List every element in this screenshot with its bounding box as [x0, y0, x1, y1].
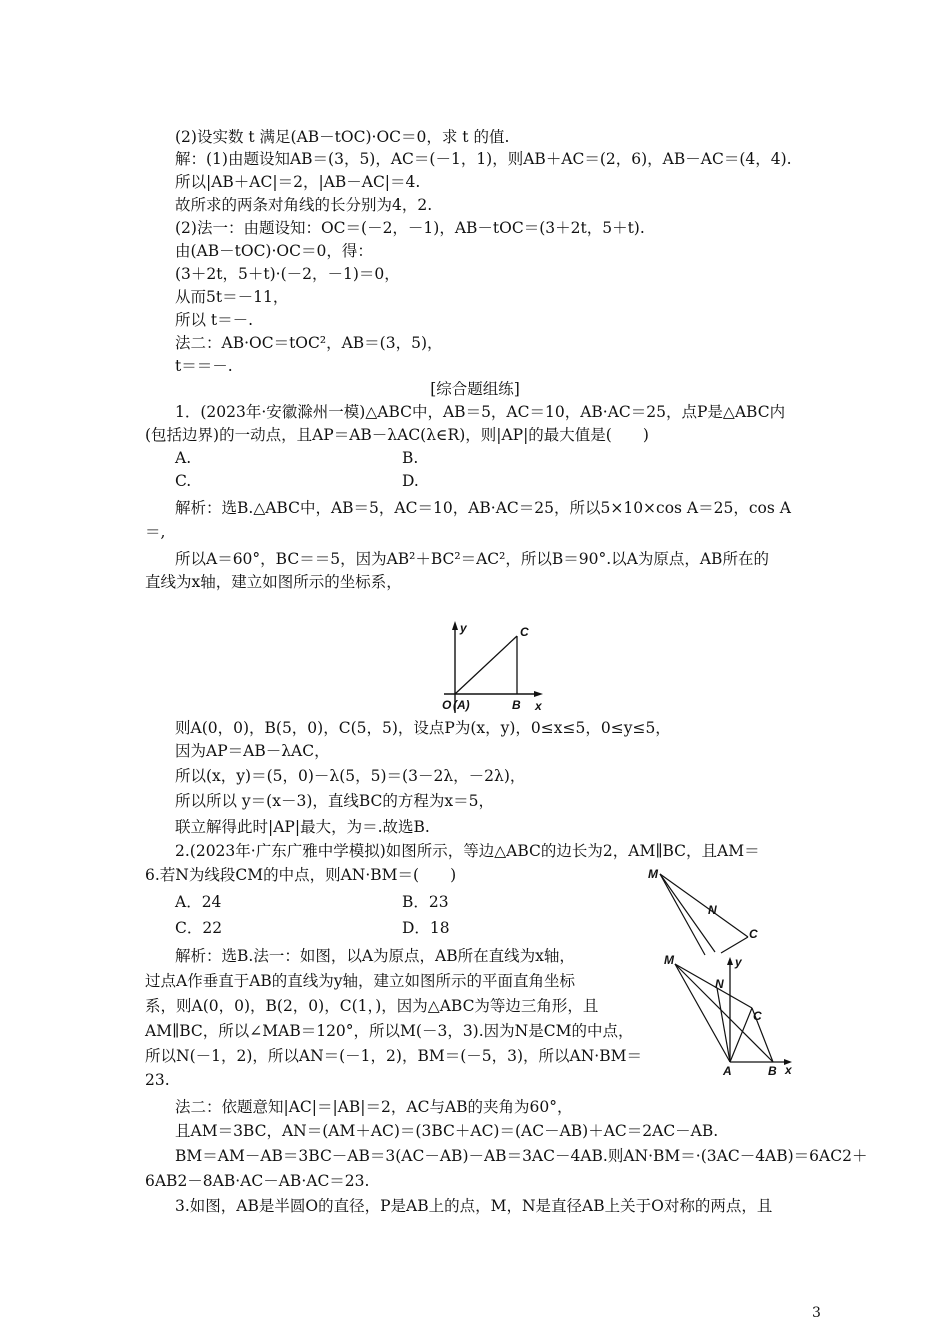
solution-line: 解析：选B.法一：如图，以A为原点，AB所在直线为x轴，: [175, 947, 575, 965]
text-line: 解：(1)由题设知AB＝(3，5)，AC＝(－1，1)，则AB＋AC＝(2，6)，AB－AC＝(4，4).: [175, 150, 792, 168]
segment-ac: [730, 1008, 752, 1062]
solution-line: BM＝AM－AB＝3BC－AB＝3(AC－AB)－AB＝3AC－4AB.则AN·BM＝·(3AC－4AB)＝6AC2＋: [175, 1147, 868, 1165]
solution-line: AM∥BC，所以∠MAB＝120°，所以M(－3，3).因为N是CM的中点，: [145, 1022, 634, 1040]
option-a: A.: [175, 449, 192, 467]
text-line: 由(AB－tOC)·OC＝0，得：: [175, 242, 373, 260]
label-a: (A): [453, 698, 470, 712]
label-m: M: [664, 953, 674, 967]
segment: [660, 874, 748, 937]
question-2-line: 2.(2023年·广东广雅中学模拟)如图所示，等边△ABC的边长为2，AM∥BC，且AM＝: [175, 842, 760, 860]
text-line: 所以|AB＋AC|＝2，|AB－AC|＝4.: [175, 173, 421, 191]
text-line: (2)法一：由题设知：OC＝(－2，－1)，AB－tOC＝(3＋2t，5＋t).: [175, 219, 645, 237]
label-x: x: [785, 1063, 792, 1077]
option-b: B．23: [402, 893, 449, 911]
section-title: [综合题组练]: [430, 380, 520, 398]
text-line: 从而5t＝－11，: [175, 288, 289, 306]
question-3-line: 3.如图，AB是半圆O的直径，P是AB上的点，M，N是直径AB上关于O对称的两点，且: [175, 1197, 773, 1215]
solution-line: 因为AP＝AB－λAC，: [175, 742, 330, 760]
text-line: 法二：AB·OC＝tOC²，AB＝(3，5)，: [175, 334, 443, 352]
figure-1-coordinate: [438, 618, 548, 718]
segment-mc: [675, 964, 752, 1008]
solution-line: 23.: [145, 1071, 170, 1089]
solution-line: 解析：选B.△ABC中，AB＝5，AC＝10，AB·AC＝25，所以5×10×cos A＝25，cos A: [175, 499, 791, 517]
text-line: 所以 t＝－.: [175, 311, 254, 329]
label-n: N: [715, 977, 724, 991]
label-b: B: [512, 698, 521, 712]
label-y: y: [460, 621, 467, 635]
label-b: B: [768, 1064, 777, 1078]
segment: [660, 874, 705, 955]
label-y: y: [735, 955, 742, 969]
option-c: C．22: [175, 919, 223, 937]
segment: [660, 874, 715, 952]
option-d: D.: [402, 472, 419, 490]
label-c: C: [753, 1009, 762, 1023]
option-a: A．24: [175, 893, 222, 911]
question-2-line: 6.若N为线段CM的中点，则AN·BM＝( ): [145, 866, 457, 884]
label-c: C: [749, 927, 758, 941]
label-n: N: [708, 903, 717, 917]
label-c: C: [520, 625, 529, 639]
solution-line: 联立解得此时|AP|最大，为＝.故选B.: [175, 818, 430, 836]
solution-line: 直线为x轴，建立如图所示的坐标系，: [145, 573, 402, 591]
solution-line: 系，则A(0，0)，B(2，0)，C(1，)，因为△ABC为等边三角形，且: [145, 997, 599, 1015]
solution-line: 所以(x，y)＝(5，0)－λ(5，5)＝(3－2λ，－2λ)，: [175, 767, 526, 785]
segment-ac: [455, 636, 517, 694]
x-axis-arrow: [534, 691, 543, 697]
figure-3-coordinate: [655, 950, 800, 1078]
option-b: B.: [402, 449, 419, 467]
option-d: D．18: [402, 919, 450, 937]
solution-line: 所以N(－1，2)，所以AN＝(－1，2)，BM＝(－5，3)，所以AN·BM＝: [145, 1047, 642, 1065]
solution-line: 所以所以 y＝(x－3)，直线BC的方程为x＝5，: [175, 792, 495, 810]
question-1-line: 1．(2023年·安徽滁州一模)△ABC中，AB＝5，AC＝10，AB·AC＝25，点P是△ABC内: [175, 403, 786, 421]
label-a: A: [723, 1064, 732, 1078]
solution-line: 法二：依题意知|AC|＝|AB|＝2，AC与AB的夹角为60°，: [175, 1098, 573, 1116]
figure-2-triangle: [645, 860, 770, 960]
solution-line: 6AB2－8AB·AC－AB·AC＝23.: [145, 1172, 370, 1190]
text-line: 故所求的两条对角线的长分别为4，2.: [175, 196, 433, 214]
solution-line: ＝,: [145, 523, 166, 541]
solution-line: 则A(0，0)，B(5，0)，C(5，5)，设点P为(x，y)，0≤x≤5，0≤y≤5，: [175, 719, 671, 737]
label-x: x: [535, 699, 542, 713]
text-line: (3＋2t，5＋t)·(－2，－1)＝0，: [175, 265, 400, 283]
option-c: C.: [175, 472, 192, 490]
text-line: t＝＝－.: [175, 357, 233, 375]
y-axis-arrow: [727, 957, 733, 965]
solution-line: 过点A作垂直于AB的直线为y轴，建立如图所示的平面直角坐标: [145, 972, 576, 990]
text-line: (2)设实数 t 满足(AB－tOC)·OC＝0，求 t 的值.: [175, 128, 510, 146]
label-m: M: [648, 867, 658, 881]
question-1-line: (包括边界)的一动点，且AP＝AB－λAC(λ∈R)，则|AP|的最大值是( ): [145, 426, 649, 444]
y-axis-arrow: [452, 621, 458, 630]
page-number: 3: [812, 1305, 821, 1321]
solution-line: 且AM＝3BC，AN＝(AM＋AC)＝(3BC＋AC)＝(AC－AB)＋AC＝2AC－AB.: [175, 1122, 719, 1140]
solution-line: 所以A＝60°，BC＝＝5，因为AB²＋BC²＝AC²，所以B＝90°.以A为原点，AB所在的: [175, 550, 769, 568]
label-o: O: [442, 698, 452, 712]
